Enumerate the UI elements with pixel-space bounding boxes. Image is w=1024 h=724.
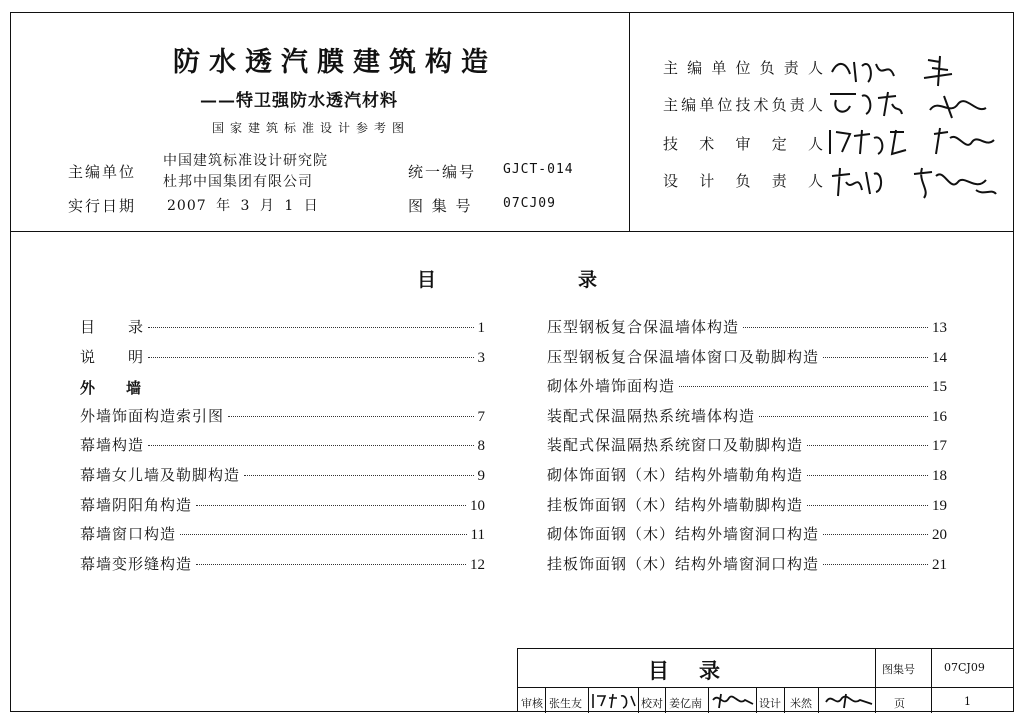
toc-entry[interactable] bbox=[547, 405, 947, 429]
toc-entry-page: 12 bbox=[470, 556, 485, 573]
toc-entry-title: 幕墙阴阳角构造 bbox=[80, 495, 193, 514]
toc-leader-dots bbox=[823, 357, 928, 358]
toc-entry-page: 13 bbox=[932, 320, 947, 336]
toc-leader-dots bbox=[759, 416, 928, 417]
signature-2 bbox=[826, 86, 996, 122]
signature-4 bbox=[826, 162, 1001, 202]
date-label: 实行日期 bbox=[68, 197, 137, 215]
toc-entry-title: 幕墙窗口构造 bbox=[80, 525, 177, 544]
toc-entry-title: 压型钢板复合保温墙体构造 bbox=[547, 318, 740, 336]
toc-entry-title: 挂板饰面钢（木）结构外墙勒脚构造 bbox=[547, 495, 804, 514]
page-number: 1 bbox=[964, 695, 971, 708]
toc-leader-dots bbox=[148, 445, 473, 446]
title-block-atlas-no: 07CJ09 bbox=[944, 661, 985, 674]
title-block-atlas-label: 图集号 bbox=[882, 663, 915, 676]
toc-entry-page: 1 bbox=[477, 320, 485, 336]
atlas-no: 07CJ09 bbox=[503, 196, 556, 211]
responsible-label: 主 编 单 位 技 术 负 责 人 bbox=[663, 96, 823, 114]
toc-entry-page: 18 bbox=[932, 468, 947, 484]
atlas-no-label: 图 集 号 bbox=[408, 197, 473, 215]
date-value: 2007 年 3 月 1 日 bbox=[167, 198, 319, 214]
toc-leader-dots bbox=[807, 505, 928, 506]
toc-leader-dots bbox=[148, 357, 473, 358]
toc-leader-dots bbox=[148, 327, 473, 328]
chief-unit-1: 中国建筑标准设计研究院 bbox=[163, 153, 328, 169]
toc-title-right: 录 bbox=[578, 269, 598, 291]
toc-entry-page: 17 bbox=[932, 438, 947, 455]
toc-entry-page: 15 bbox=[932, 379, 947, 396]
toc-entry-page: 21 bbox=[932, 556, 947, 573]
toc-entry-page: 14 bbox=[932, 349, 947, 366]
title-block bbox=[517, 648, 1014, 712]
toc-entry[interactable] bbox=[547, 494, 947, 518]
toc-entry-title: 幕墙女儿墙及勒脚构造 bbox=[80, 466, 241, 484]
toc-entry[interactable] bbox=[80, 494, 485, 518]
toc-entry-title: 外墙饰面构造索引图 bbox=[80, 406, 225, 425]
toc-entry-title: 砌体饰面钢（木）结构外墙勒角构造 bbox=[547, 466, 804, 484]
toc-entry[interactable] bbox=[547, 464, 947, 488]
toc-entry-title: 装配式保温隔热系统墙体构造 bbox=[547, 406, 756, 425]
toc-entry-title: 挂板饰面钢（木）结构外墙窗洞口构造 bbox=[547, 554, 820, 573]
unified-no: GJCT-014 bbox=[503, 162, 574, 177]
toc-entry-page: 3 bbox=[477, 349, 485, 366]
toc-entry-title: 装配式保温隔热系统窗口及勒脚构造 bbox=[547, 436, 804, 455]
header-vertical-divider bbox=[629, 12, 630, 231]
design-label: 设计 bbox=[759, 697, 781, 710]
toc-entry-page: 8 bbox=[477, 438, 485, 455]
designer-name: 米然 bbox=[790, 697, 812, 710]
toc-entry[interactable] bbox=[80, 523, 485, 547]
toc-entry-title: 幕墙构造 bbox=[80, 436, 145, 455]
toc-entry[interactable] bbox=[80, 316, 485, 340]
toc-entry[interactable] bbox=[547, 523, 947, 547]
toc-entry[interactable] bbox=[547, 316, 947, 340]
responsible-label: 设 计 负 责 人 bbox=[663, 172, 823, 190]
atlas-subtitle: ——特卫强防水透汽材料 bbox=[200, 91, 398, 111]
designer-signature bbox=[822, 690, 874, 710]
toc-entry-title: 砌体外墙饰面构造 bbox=[547, 377, 676, 396]
toc-leader-dots bbox=[180, 534, 467, 535]
responsible-label: 技 术 审 定 人 bbox=[663, 135, 823, 153]
toc-entry-title: 目 录 bbox=[80, 318, 145, 336]
toc-entry[interactable] bbox=[80, 346, 485, 370]
check-label: 校对 bbox=[641, 697, 663, 710]
chief-unit-label: 主编单位 bbox=[68, 163, 137, 181]
toc-entry-page: 7 bbox=[477, 408, 485, 425]
toc-entry[interactable] bbox=[547, 346, 947, 370]
toc-entry[interactable] bbox=[547, 553, 947, 577]
unified-no-label: 统一编号 bbox=[408, 163, 477, 181]
toc-entry-page: 16 bbox=[932, 408, 947, 425]
toc-entry[interactable] bbox=[547, 375, 947, 399]
toc-title-left: 目 bbox=[417, 269, 437, 291]
toc-leader-dots bbox=[823, 564, 928, 565]
toc-leader-dots bbox=[743, 327, 928, 328]
toc-entry[interactable] bbox=[80, 464, 485, 488]
toc-entry-page: 10 bbox=[470, 497, 485, 514]
toc-leader-dots bbox=[196, 564, 466, 565]
toc-entry-page: 9 bbox=[477, 468, 485, 484]
checker-signature bbox=[711, 690, 755, 710]
toc-leader-dots bbox=[823, 534, 928, 535]
chief-unit-2: 杜邦中国集团有限公司 bbox=[163, 174, 313, 190]
toc-entry-page: 11 bbox=[470, 527, 485, 544]
toc-entry[interactable] bbox=[80, 553, 485, 577]
toc-entry-title: 砌体饰面钢（木）结构外墙窗洞口构造 bbox=[547, 525, 820, 544]
review-label: 审核 bbox=[521, 697, 543, 710]
toc-section-heading: 外 墙 bbox=[80, 379, 150, 398]
reviewer-name: 张生友 bbox=[549, 697, 582, 710]
toc-entry-page: 19 bbox=[932, 497, 947, 514]
toc-leader-dots bbox=[196, 505, 466, 506]
toc-entry-title: 幕墙变形缝构造 bbox=[80, 554, 193, 573]
toc-leader-dots bbox=[228, 416, 473, 417]
title-block-name: 目录 bbox=[648, 658, 750, 683]
atlas-title: 防水透汽膜建筑构造 bbox=[173, 47, 497, 78]
responsible-label: 主 编 单 位 负 责 人 bbox=[663, 59, 823, 77]
toc-entry[interactable] bbox=[80, 434, 485, 458]
toc-entry-page: 20 bbox=[932, 527, 947, 544]
checker-name: 姜亿南 bbox=[669, 697, 702, 710]
toc-entry[interactable] bbox=[547, 434, 947, 458]
reviewer-signature bbox=[591, 690, 637, 710]
toc-entry[interactable] bbox=[80, 405, 485, 429]
signature-3 bbox=[826, 124, 1001, 160]
toc-leader-dots bbox=[807, 445, 928, 446]
page-label: 页 bbox=[894, 697, 905, 710]
toc-leader-dots bbox=[679, 386, 928, 387]
toc-leader-dots bbox=[244, 475, 473, 476]
toc-leader-dots bbox=[807, 475, 928, 476]
toc-entry-title: 压型钢板复合保温墙体窗口及勒脚构造 bbox=[547, 347, 820, 366]
standard-type: 国家建筑标准设计参考图 bbox=[212, 121, 411, 135]
header-divider bbox=[10, 231, 1014, 232]
toc-entry-title: 说 明 bbox=[80, 347, 145, 366]
